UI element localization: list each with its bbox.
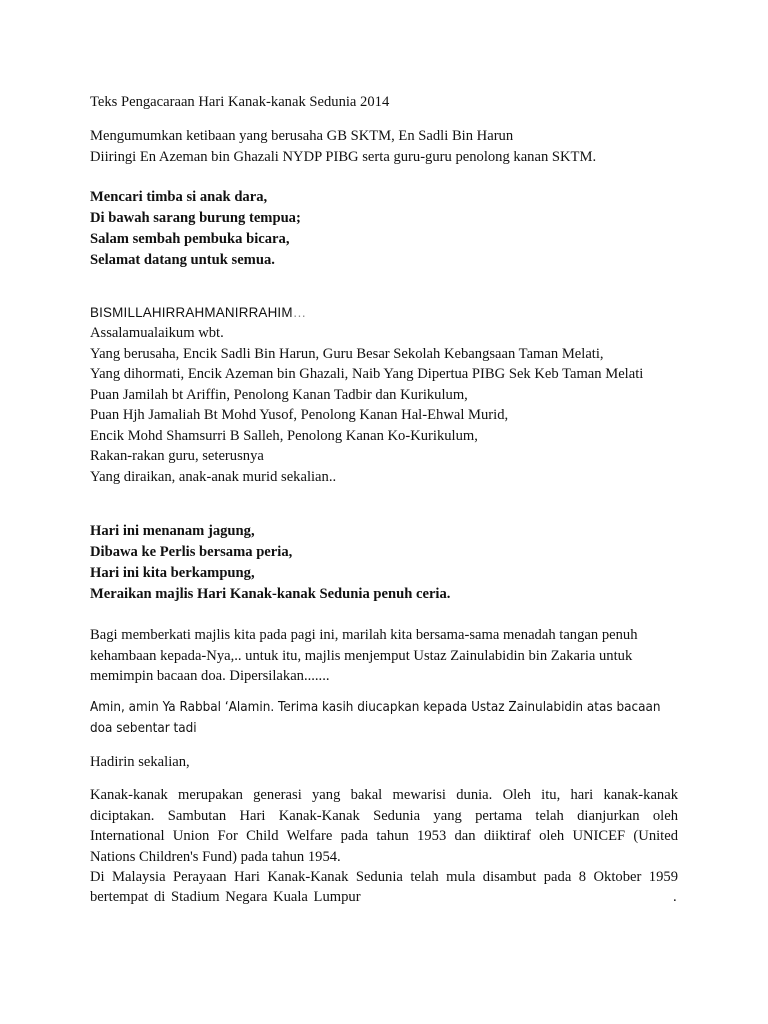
doa-para-line-3: memimpin bacaan doa. Dipersilakan....... — [90, 668, 330, 684]
pantun-1-line-1: Mencari timba si anak dara, — [90, 189, 268, 205]
amin-para-line-2: doa sebentar tadi — [90, 721, 197, 736]
pantun-2-line-1: Hari ini menanam jagung, — [90, 523, 255, 539]
pantun-1-line-3: Salam sembah pembuka bicara, — [90, 231, 290, 247]
bismillah-ellipsis: … — [292, 305, 307, 320]
pantun-1-line-2: Di bawah sarang burung tempua; — [90, 210, 301, 226]
greeting-line-4: Puan Jamilah bt Ariffin, Penolong Kanan Tadbir dan Kurikulum, — [90, 387, 468, 403]
doa-para-line-2: kehambaan kepada-Nya,.. untuk itu, majlis menjemput Ustaz Zainulabidin bin Zakaria untuk — [90, 648, 633, 664]
greeting-line-5: Puan Hjh Jamaliah Bt Mohd Yusof, Penolong Kanan Hal-Ehwal Murid, — [90, 407, 509, 423]
pantun-2-line-3: Hari ini kita berkampung, — [90, 565, 255, 581]
greeting-line-3: Yang dihormati, Encik Azeman bin Ghazali, Naib Yang Dipertua PIBG Sek Keb Taman Melati — [90, 366, 644, 382]
greeting-line-1: Assalamualaikum wbt. — [90, 325, 224, 341]
announce-line-2: Diiringi En Azeman bin Ghazali NYDP PIBG serta guru-guru penolong kanan SKTM. — [90, 149, 597, 165]
intro-para-line-4: Nations Children's Fund) pada tahun 1954. — [90, 849, 341, 865]
greeting-line-8: Yang diraikan, anak-anak murid sekalian.. — [90, 469, 337, 485]
announce-line-1: Mengumumkan ketibaan yang berusaha GB SKTM, En Sadli Bin Harun — [90, 128, 514, 144]
doa-para-line-1: Bagi memberkati majlis kita pada pagi ini, marilah kita bersama-sama menadah tangan penuh — [90, 627, 638, 643]
greeting-line-6: Encik Mohd Shamsurri B Salleh, Penolong Kanan Ko-Kurikulum, — [90, 428, 478, 444]
pantun-2-line-4: Meraikan majlis Hari Kanak-kanak Sedunia penuh ceria. — [90, 586, 451, 602]
bismillah-text: BISMILLAHIRRAHMANIRRAHIM — [90, 305, 293, 320]
bismillah-line — [90, 303, 306, 324]
intro-para-line-2: diciptakan. Sambutan Hari Kanak-Kanak Sedunia yang pertama telah dianjurkan oleh — [90, 808, 678, 824]
greeting-line-7: Rakan-rakan guru, seterusnya — [90, 448, 264, 464]
malaysia-para-line-2: bertempat di Stadium Negara Kuala Lumpur — [90, 889, 361, 905]
malaysia-para-line-1: Di Malaysia Perayaan Hari Kanak-Kanak Sedunia telah mula disambut pada 8 Oktober 1959 — [90, 869, 678, 885]
greeting-line-2: Yang berusaha, Encik Sadli Bin Harun, Guru Besar Sekolah Kebangsaan Taman Melati, — [90, 346, 604, 362]
intro-para-line-3: International Union For Child Welfare pada tahun 1953 dan diiktiraf oleh UNICEF (United — [90, 828, 678, 844]
pantun-1-line-4: Selamat datang untuk semua. — [90, 252, 275, 268]
document-title: Teks Pengacaraan Hari Kanak-kanak Sedunia 2014 — [90, 94, 390, 110]
hadirin-line: Hadirin sekalian, — [90, 754, 190, 770]
trailing-dot: . — [673, 889, 677, 905]
pantun-2-line-2: Dibawa ke Perlis bersama peria, — [90, 544, 293, 560]
intro-para-line-1: Kanak-kanak merupakan generasi yang bakal mewarisi dunia. Oleh itu, hari kanak-kanak — [90, 787, 678, 803]
amin-para-line-1: Amin, amin Ya Rabbal ‘Alamin. Terima kasih diucapkan kepada Ustaz Zainulabidin atas bacaan — [90, 700, 661, 715]
